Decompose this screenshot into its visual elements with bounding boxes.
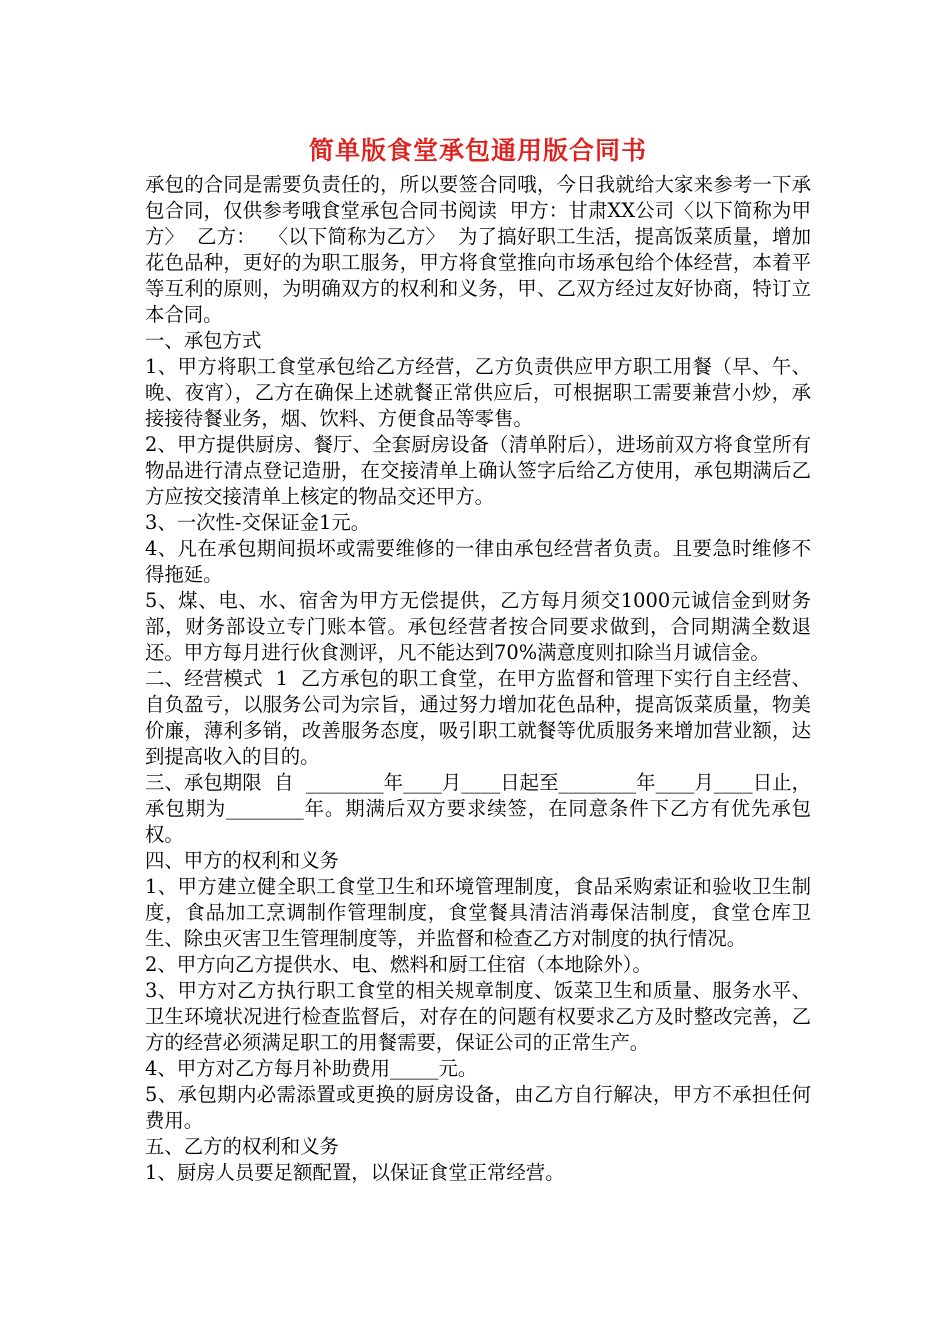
clause-4-4: 4、甲方对乙方每月补助费用_____元。 [145,1057,478,1080]
clause-1-5: 5、煤、电、水、宿舍为甲方无偿提供，乙方每月须交1000元诚信金到财务部，财务部设立专门账本管。承包经营者按合同要求做到，合同期满全数退还。甲方每月进行伙食测评，凡不能达到70%满意度则扣除当月诚信金。 [145,589,811,664]
section-heading-4: 四、甲方的权利和义务 [145,849,339,872]
clause-4-1: 1、甲方建立健全职工食堂卫生和环境管理制度，食品采购索证和验收卫生制度，食品加工烹调制作管理制度，食堂餐具清洁消毒保洁制度，食堂仓库卫生、除虫灭害卫生管理制度等，并监督和检查乙方对制度的执行情况。 [145,875,811,950]
section-heading-1: 一、承包方式 [145,329,262,352]
clause-4-5: 5、承包期内必需添置或更换的厨房设备，由乙方自行解决，甲方不承担任何费用。 [145,1083,811,1132]
clause-5-1: 1、厨房人员要足额配置，以保证食堂正常经营。 [145,1161,565,1184]
document-body [145,172,811,1186]
clause-4-2: 2、甲方向乙方提供水、电、燃料和厨工住宿（本地除外）。 [145,953,652,976]
clause-1-4: 4、凡在承包期间损坏或需要维修的一律由承包经营者负责。且要急时维修不得拖延。 [145,537,811,586]
document-title: 简单版食堂承包通用版合同书 [308,136,647,165]
intro-paragraph: 承包的合同是需要负责任的，所以要签合同哦，今日我就给大家来参考一下承包合同，仅供参考哦食堂承包合同书阅读 甲方：甘肃XX公司〈以下简称为甲方〉 乙方： 〈以下简称为乙方〉 为了搞好职工生活，提高饭菜质量，增加花色品种，更好的为职工服务，甲方将食堂推向市场承包给个体经营，本着平等互利的原则，为明确双方的权利和义务，甲、乙双方经过友好协商，特订立本合同。 [145,173,811,326]
section-heading-3: 三、承包期限 自 ________年____月____日起至________年____月____日止，承包期为________年。期满后双方要求续签，在同意条件下乙方有优先承包权。 [145,771,811,846]
clause-1-1: 1、甲方将职工食堂承包给乙方经营，乙方负责供应甲方职工用餐（早、午、晚、夜宵），乙方在确保上述就餐正常供应后，可根据职工需要兼营小炒，承接接待餐业务，烟、饮料、方便食品等零售。 [145,355,811,430]
clause-1-3: 3、一次性-交保证金1元。 [145,511,371,534]
document-page [145,133,811,1186]
section-heading-5: 五、乙方的权利和义务 [145,1135,339,1158]
clause-4-3: 3、甲方对乙方执行职工食堂的相关规章制度、饭菜卫生和质量、服务水平、卫生环境状况进行检查监督后，对存在的问题有权要求乙方及时整改完善，乙方的经营必须满足职工的用餐需要，保证公司的正常生产。 [145,979,811,1054]
section-heading-2: 二、经营模式 1 乙方承包的职工食堂，在甲方监督和管理下实行自主经营、自负盈亏，以服务公司为宗旨，通过努力增加花色品种，提高饭菜质量，物美价廉，薄利多销，改善服务态度，吸引职工就餐等优质服务来增加营业额，达到提高收入的目的。 [145,667,811,768]
clause-1-2: 2、甲方提供厨房、餐厅、全套厨房设备（清单附后），进场前双方将食堂所有物品进行清点登记造册，在交接清单上确认签字后给乙方使用，承包期满后乙方应按交接清单上核定的物品交还甲方。 [145,433,811,508]
